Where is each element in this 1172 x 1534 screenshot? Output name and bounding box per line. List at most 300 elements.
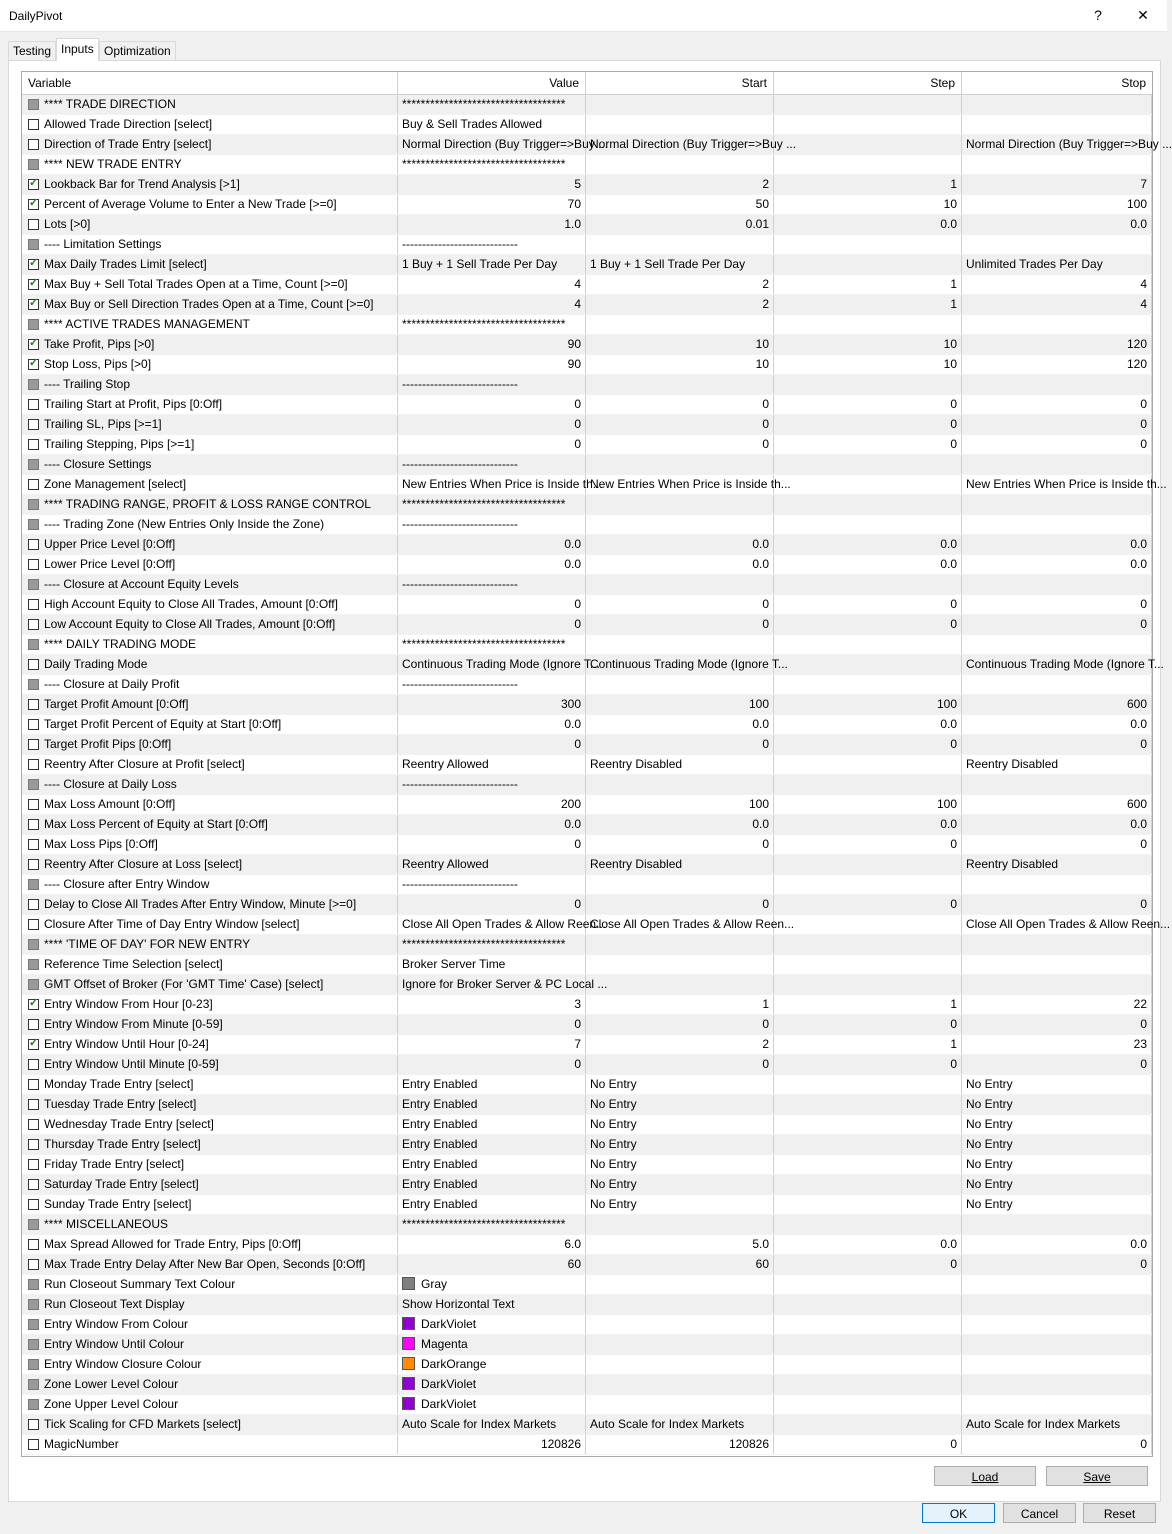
start-cell[interactable]	[586, 595, 774, 614]
col-header-start[interactable]: Start	[586, 72, 774, 94]
value-cell[interactable]	[398, 1395, 586, 1414]
start-cell[interactable]	[586, 1095, 774, 1114]
help-button[interactable]: ?	[1094, 7, 1102, 23]
start-cell[interactable]	[586, 915, 795, 934]
input-row[interactable]	[22, 1275, 1152, 1295]
start-cell[interactable]	[586, 155, 774, 174]
value-cell[interactable]	[398, 195, 586, 214]
input-row[interactable]	[22, 95, 1152, 115]
step-cell[interactable]	[774, 695, 962, 714]
step-cell[interactable]	[774, 595, 962, 614]
start-cell[interactable]	[586, 655, 788, 674]
start-cell[interactable]	[586, 695, 774, 714]
start-cell[interactable]	[586, 1235, 774, 1254]
stop-cell[interactable]	[962, 275, 1152, 294]
step-cell[interactable]	[774, 1415, 962, 1434]
input-row[interactable]	[22, 595, 1152, 615]
step-cell[interactable]	[774, 935, 962, 954]
start-cell[interactable]	[586, 1055, 774, 1074]
value-cell[interactable]	[398, 995, 586, 1014]
step-cell[interactable]	[774, 1095, 962, 1114]
input-row[interactable]	[22, 1015, 1152, 1035]
stop-cell[interactable]	[962, 1395, 1152, 1414]
stop-cell[interactable]	[962, 935, 1152, 954]
input-row[interactable]	[22, 1335, 1152, 1355]
start-cell[interactable]	[586, 635, 774, 654]
start-cell[interactable]	[586, 835, 774, 854]
value-cell[interactable]	[398, 535, 586, 554]
step-cell[interactable]	[774, 675, 962, 694]
start-cell[interactable]	[586, 1395, 774, 1414]
step-cell[interactable]	[774, 955, 962, 974]
value-cell[interactable]	[398, 135, 609, 154]
step-cell[interactable]	[774, 115, 962, 134]
start-cell[interactable]	[586, 495, 774, 514]
input-row[interactable]	[22, 895, 1152, 915]
stop-cell[interactable]	[962, 795, 1152, 814]
step-cell[interactable]	[774, 1395, 962, 1414]
value-cell[interactable]	[398, 355, 586, 374]
value-cell[interactable]	[398, 735, 586, 754]
step-cell[interactable]	[774, 155, 962, 174]
step-cell[interactable]	[774, 735, 962, 754]
value-cell[interactable]	[398, 1175, 586, 1194]
input-row[interactable]	[22, 975, 1152, 995]
step-cell[interactable]	[774, 1255, 962, 1274]
value-cell[interactable]	[398, 795, 586, 814]
step-cell[interactable]	[774, 655, 962, 674]
value-cell[interactable]	[398, 1295, 586, 1314]
start-cell[interactable]	[586, 795, 774, 814]
input-row[interactable]	[22, 115, 1152, 135]
step-cell[interactable]	[774, 255, 962, 274]
cancel-button[interactable]: Cancel	[1003, 1503, 1076, 1523]
step-cell[interactable]	[774, 755, 962, 774]
input-row[interactable]	[22, 535, 1152, 555]
value-cell[interactable]	[398, 1335, 586, 1354]
value-cell[interactable]	[398, 835, 586, 854]
stop-cell[interactable]	[962, 575, 1152, 594]
start-cell[interactable]	[586, 715, 774, 734]
stop-cell[interactable]	[962, 1335, 1152, 1354]
input-row[interactable]	[22, 495, 1152, 515]
value-cell[interactable]	[398, 955, 586, 974]
step-cell[interactable]	[774, 1135, 962, 1154]
input-row[interactable]	[22, 915, 1171, 935]
input-row[interactable]	[22, 375, 1152, 395]
input-row[interactable]	[22, 1115, 1152, 1135]
stop-cell[interactable]	[962, 915, 1171, 934]
stop-cell[interactable]	[962, 655, 1164, 674]
step-cell[interactable]	[774, 135, 962, 154]
start-cell[interactable]	[586, 1355, 774, 1374]
step-cell[interactable]	[774, 275, 962, 294]
start-cell[interactable]	[586, 455, 774, 474]
value-cell[interactable]	[398, 975, 608, 994]
stop-cell[interactable]	[962, 175, 1152, 194]
value-cell[interactable]	[398, 1215, 586, 1234]
stop-cell[interactable]	[962, 815, 1152, 834]
step-cell[interactable]	[774, 995, 962, 1014]
step-cell[interactable]	[774, 235, 962, 254]
start-cell[interactable]	[586, 1035, 774, 1054]
start-cell[interactable]	[586, 755, 774, 774]
stop-cell[interactable]	[962, 875, 1152, 894]
stop-cell[interactable]	[962, 1195, 1152, 1214]
stop-cell[interactable]	[962, 395, 1152, 414]
start-cell[interactable]	[586, 675, 774, 694]
value-cell[interactable]	[398, 375, 586, 394]
value-cell[interactable]	[398, 95, 586, 114]
value-cell[interactable]	[398, 1435, 586, 1454]
step-cell[interactable]	[774, 195, 962, 214]
step-cell[interactable]	[774, 975, 962, 994]
value-cell[interactable]	[398, 715, 586, 734]
stop-cell[interactable]	[962, 735, 1152, 754]
value-cell[interactable]	[398, 855, 586, 874]
ok-button[interactable]: OK	[922, 1503, 995, 1523]
step-cell[interactable]	[774, 615, 962, 634]
step-cell[interactable]	[774, 355, 962, 374]
start-cell[interactable]	[586, 775, 774, 794]
input-row[interactable]	[22, 415, 1152, 435]
start-cell[interactable]	[586, 975, 774, 994]
value-cell[interactable]	[398, 515, 586, 534]
stop-cell[interactable]	[962, 1095, 1152, 1114]
stop-cell[interactable]	[962, 775, 1152, 794]
stop-cell[interactable]	[962, 1435, 1152, 1454]
step-cell[interactable]	[774, 1235, 962, 1254]
input-row[interactable]	[22, 195, 1152, 215]
start-cell[interactable]	[586, 135, 797, 154]
load-button[interactable]	[934, 1466, 1036, 1486]
input-row[interactable]	[22, 1135, 1152, 1155]
stop-cell[interactable]	[962, 1295, 1152, 1314]
value-cell[interactable]	[398, 475, 603, 494]
step-cell[interactable]	[774, 455, 962, 474]
value-cell[interactable]	[398, 275, 586, 294]
value-cell[interactable]	[398, 1095, 586, 1114]
stop-cell[interactable]	[962, 635, 1152, 654]
stop-cell[interactable]	[962, 495, 1152, 514]
step-cell[interactable]	[774, 1275, 962, 1294]
input-row[interactable]	[22, 1435, 1152, 1455]
step-cell[interactable]	[774, 315, 962, 334]
step-cell[interactable]	[774, 635, 962, 654]
value-cell[interactable]	[398, 775, 586, 794]
start-cell[interactable]	[586, 935, 774, 954]
stop-cell[interactable]	[962, 1075, 1152, 1094]
value-cell[interactable]	[398, 1055, 586, 1074]
value-cell[interactable]	[398, 1255, 586, 1274]
input-row[interactable]	[22, 175, 1152, 195]
start-cell[interactable]	[586, 995, 774, 1014]
start-cell[interactable]	[586, 395, 774, 414]
tab-inputs[interactable]: Inputs	[56, 38, 99, 61]
step-cell[interactable]	[774, 1315, 962, 1334]
stop-cell[interactable]	[962, 1315, 1152, 1334]
input-row[interactable]	[22, 715, 1152, 735]
step-cell[interactable]	[774, 555, 962, 574]
stop-cell[interactable]	[962, 1155, 1152, 1174]
start-cell[interactable]	[586, 315, 774, 334]
stop-cell[interactable]	[962, 135, 1172, 154]
start-cell[interactable]	[586, 235, 774, 254]
input-row[interactable]	[22, 1295, 1152, 1315]
value-cell[interactable]	[398, 175, 586, 194]
step-cell[interactable]	[774, 1335, 962, 1354]
step-cell[interactable]	[774, 1035, 962, 1054]
stop-cell[interactable]	[962, 895, 1152, 914]
step-cell[interactable]	[774, 835, 962, 854]
start-cell[interactable]	[586, 955, 774, 974]
start-cell[interactable]	[586, 1075, 774, 1094]
input-row[interactable]	[22, 295, 1152, 315]
value-cell[interactable]	[398, 1195, 586, 1214]
start-cell[interactable]	[586, 95, 774, 114]
stop-cell[interactable]	[962, 595, 1152, 614]
input-row[interactable]	[22, 315, 1152, 335]
close-icon[interactable]: ✕	[1137, 7, 1149, 23]
input-row[interactable]	[22, 735, 1152, 755]
step-cell[interactable]	[774, 1375, 962, 1394]
step-cell[interactable]	[774, 1195, 962, 1214]
stop-cell[interactable]	[962, 1055, 1152, 1074]
step-cell[interactable]	[774, 1115, 962, 1134]
step-cell[interactable]	[774, 515, 962, 534]
input-row[interactable]	[22, 455, 1152, 475]
value-cell[interactable]	[398, 655, 600, 674]
start-cell[interactable]	[586, 1295, 774, 1314]
input-row[interactable]	[22, 395, 1152, 415]
step-cell[interactable]	[774, 715, 962, 734]
value-cell[interactable]	[398, 295, 586, 314]
value-cell[interactable]	[398, 695, 586, 714]
value-cell[interactable]	[398, 755, 586, 774]
input-row[interactable]	[22, 775, 1152, 795]
step-cell[interactable]	[774, 815, 962, 834]
stop-cell[interactable]	[962, 755, 1152, 774]
input-row[interactable]	[22, 935, 1152, 955]
step-cell[interactable]	[774, 175, 962, 194]
step-cell[interactable]	[774, 1295, 962, 1314]
stop-cell[interactable]	[962, 1275, 1152, 1294]
value-cell[interactable]	[398, 395, 586, 414]
stop-cell[interactable]	[962, 715, 1152, 734]
stop-cell[interactable]	[962, 675, 1152, 694]
value-cell[interactable]	[398, 1115, 586, 1134]
input-row[interactable]	[22, 855, 1152, 875]
stop-cell[interactable]	[962, 1135, 1152, 1154]
value-cell[interactable]	[398, 1235, 586, 1254]
start-cell[interactable]	[586, 555, 774, 574]
input-row[interactable]	[22, 1355, 1152, 1375]
step-cell[interactable]	[774, 375, 962, 394]
input-row[interactable]	[22, 1395, 1152, 1415]
tab-optimization[interactable]: Optimization	[99, 41, 176, 62]
input-row[interactable]	[22, 835, 1152, 855]
start-cell[interactable]	[586, 415, 774, 434]
start-cell[interactable]	[586, 1255, 774, 1274]
step-cell[interactable]	[774, 1015, 962, 1034]
input-row[interactable]	[22, 515, 1152, 535]
value-cell[interactable]	[398, 895, 586, 914]
value-cell[interactable]	[398, 115, 586, 134]
value-cell[interactable]	[398, 1155, 586, 1174]
stop-cell[interactable]	[962, 355, 1152, 374]
start-cell[interactable]	[586, 475, 791, 494]
value-cell[interactable]	[398, 415, 586, 434]
start-cell[interactable]	[586, 1155, 774, 1174]
input-row[interactable]	[22, 335, 1152, 355]
stop-cell[interactable]	[962, 115, 1152, 134]
input-row[interactable]	[22, 1315, 1152, 1335]
stop-cell[interactable]	[962, 975, 1152, 994]
start-cell[interactable]	[586, 875, 774, 894]
stop-cell[interactable]	[962, 295, 1152, 314]
start-cell[interactable]	[586, 575, 774, 594]
stop-cell[interactable]	[962, 1215, 1152, 1234]
start-cell[interactable]	[586, 1335, 774, 1354]
start-cell[interactable]	[586, 615, 774, 634]
start-cell[interactable]	[586, 515, 774, 534]
input-row[interactable]	[22, 1075, 1152, 1095]
step-cell[interactable]	[774, 895, 962, 914]
stop-cell[interactable]	[962, 435, 1152, 454]
start-cell[interactable]	[586, 895, 774, 914]
step-cell[interactable]	[774, 1215, 962, 1234]
input-row[interactable]	[22, 795, 1152, 815]
start-cell[interactable]	[586, 375, 774, 394]
value-cell[interactable]	[398, 875, 586, 894]
start-cell[interactable]	[586, 355, 774, 374]
step-cell[interactable]	[774, 335, 962, 354]
start-cell[interactable]	[586, 1135, 774, 1154]
step-cell[interactable]	[774, 295, 962, 314]
start-cell[interactable]	[586, 1275, 774, 1294]
value-cell[interactable]	[398, 315, 586, 334]
start-cell[interactable]	[586, 1315, 774, 1334]
col-header-variable[interactable]: Variable	[22, 72, 398, 94]
stop-cell[interactable]	[962, 155, 1152, 174]
start-cell[interactable]	[586, 435, 774, 454]
stop-cell[interactable]	[962, 475, 1167, 494]
step-cell[interactable]	[774, 775, 962, 794]
value-cell[interactable]	[398, 455, 586, 474]
input-row[interactable]	[22, 815, 1152, 835]
input-row[interactable]	[22, 1175, 1152, 1195]
tab-testing[interactable]: Testing	[8, 41, 56, 62]
step-cell[interactable]	[774, 855, 962, 874]
start-cell[interactable]	[586, 535, 774, 554]
stop-cell[interactable]	[962, 255, 1152, 274]
step-cell[interactable]	[774, 215, 962, 234]
stop-cell[interactable]	[962, 1255, 1152, 1274]
start-cell[interactable]	[586, 295, 774, 314]
step-cell[interactable]	[774, 535, 962, 554]
reset-button[interactable]: Reset	[1083, 1503, 1156, 1523]
value-cell[interactable]	[398, 815, 586, 834]
stop-cell[interactable]	[962, 455, 1152, 474]
start-cell[interactable]	[586, 735, 774, 754]
stop-cell[interactable]	[962, 1015, 1152, 1034]
value-cell[interactable]	[398, 435, 586, 454]
stop-cell[interactable]	[962, 515, 1152, 534]
stop-cell[interactable]	[962, 1375, 1152, 1394]
input-row[interactable]	[22, 275, 1152, 295]
stop-cell[interactable]	[962, 1035, 1152, 1054]
value-cell[interactable]	[398, 1035, 586, 1054]
step-cell[interactable]	[774, 875, 962, 894]
value-cell[interactable]	[398, 215, 586, 234]
start-cell[interactable]	[586, 1215, 774, 1234]
value-cell[interactable]	[398, 1075, 586, 1094]
value-cell[interactable]	[398, 255, 586, 274]
stop-cell[interactable]	[962, 835, 1152, 854]
step-cell[interactable]	[774, 495, 962, 514]
input-row[interactable]	[22, 1155, 1152, 1175]
input-row[interactable]	[22, 675, 1152, 695]
stop-cell[interactable]	[962, 1355, 1152, 1374]
stop-cell[interactable]	[962, 215, 1152, 234]
step-cell[interactable]	[774, 1155, 962, 1174]
stop-cell[interactable]	[962, 1175, 1152, 1194]
input-row[interactable]	[22, 995, 1152, 1015]
stop-cell[interactable]	[962, 1415, 1152, 1434]
input-row[interactable]	[22, 1375, 1152, 1395]
value-cell[interactable]	[398, 335, 586, 354]
input-row[interactable]	[22, 755, 1152, 775]
stop-cell[interactable]	[962, 995, 1152, 1014]
input-row[interactable]	[22, 135, 1172, 155]
input-row[interactable]	[22, 1235, 1152, 1255]
stop-cell[interactable]	[962, 375, 1152, 394]
start-cell[interactable]	[586, 1195, 774, 1214]
value-cell[interactable]	[398, 1135, 586, 1154]
step-cell[interactable]	[774, 795, 962, 814]
value-cell[interactable]	[398, 155, 586, 174]
stop-cell[interactable]	[962, 955, 1152, 974]
stop-cell[interactable]	[962, 315, 1152, 334]
stop-cell[interactable]	[962, 195, 1152, 214]
stop-cell[interactable]	[962, 555, 1152, 574]
input-row[interactable]	[22, 575, 1152, 595]
input-row[interactable]	[22, 1035, 1152, 1055]
step-cell[interactable]	[774, 95, 962, 114]
start-cell[interactable]	[586, 1415, 774, 1434]
save-button[interactable]	[1046, 1466, 1148, 1486]
value-cell[interactable]	[398, 1415, 586, 1434]
step-cell[interactable]	[774, 575, 962, 594]
start-cell[interactable]	[586, 195, 774, 214]
input-row[interactable]	[22, 1055, 1152, 1075]
input-row[interactable]	[22, 235, 1152, 255]
step-cell[interactable]	[774, 1355, 962, 1374]
input-row[interactable]	[22, 1195, 1152, 1215]
col-header-value[interactable]: Value	[398, 72, 586, 94]
stop-cell[interactable]	[962, 335, 1152, 354]
value-cell[interactable]	[398, 675, 586, 694]
start-cell[interactable]	[586, 1175, 774, 1194]
input-row[interactable]	[22, 1095, 1152, 1115]
input-row[interactable]	[22, 1255, 1152, 1275]
step-cell[interactable]	[774, 1175, 962, 1194]
stop-cell[interactable]	[962, 235, 1152, 254]
step-cell[interactable]	[774, 475, 962, 494]
col-header-step[interactable]: Step	[774, 72, 962, 94]
start-cell[interactable]	[586, 815, 774, 834]
value-cell[interactable]	[398, 235, 586, 254]
